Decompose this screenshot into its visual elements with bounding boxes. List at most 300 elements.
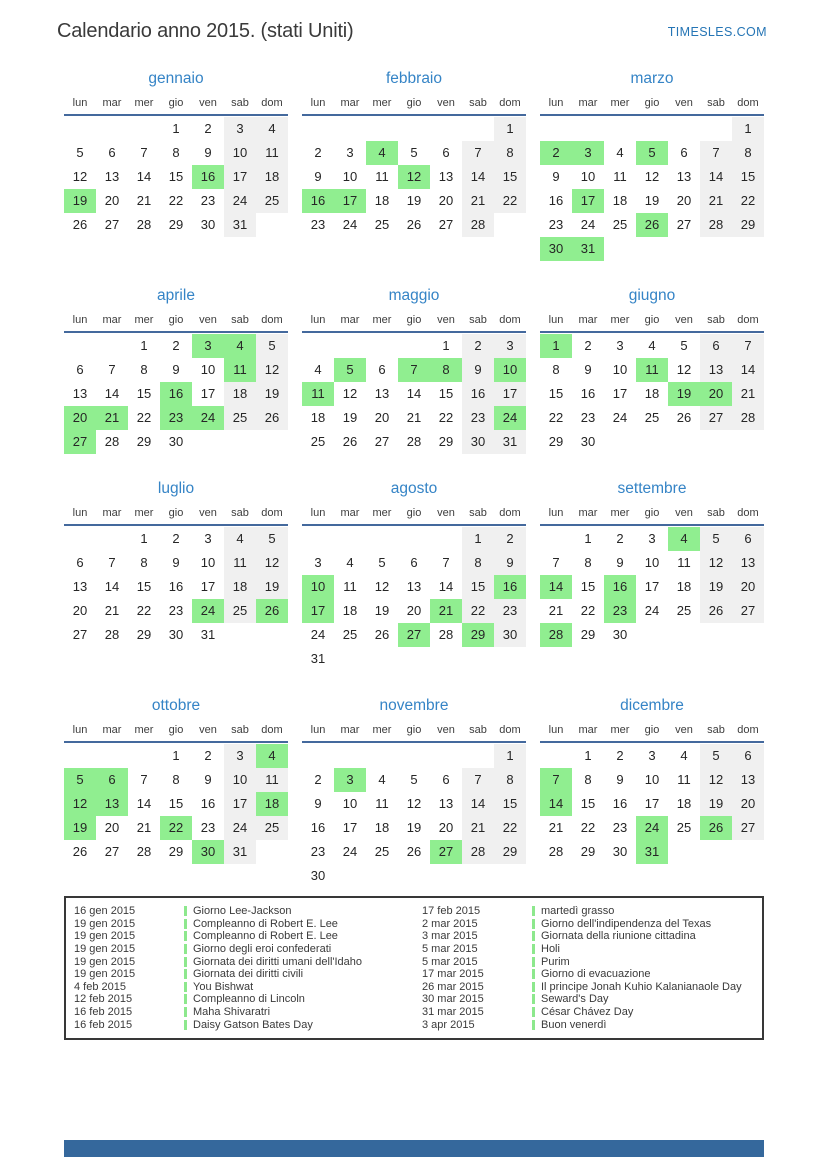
day-cell: 6 xyxy=(108,145,116,160)
day-cell: 29 xyxy=(136,627,152,642)
weekday-label: ven xyxy=(675,314,693,326)
day-cell: 26 xyxy=(256,406,288,430)
day-cell: 13 xyxy=(438,169,454,184)
weekday-label: mar xyxy=(340,507,360,519)
empty-day-cell xyxy=(430,864,462,888)
holiday-marker-icon xyxy=(532,957,535,967)
day-cell: 14 xyxy=(104,386,120,401)
weekday-label: mar xyxy=(578,507,598,519)
holiday-day-cell: 24 xyxy=(494,406,526,430)
legend-date: 19 gen 2015 xyxy=(74,968,136,981)
legend-row xyxy=(414,905,762,918)
day-cell: 26 xyxy=(406,844,422,859)
day-cell: 14 xyxy=(136,169,152,184)
day-cell: 19 xyxy=(256,575,288,599)
day-cell: 16 xyxy=(168,579,184,594)
day-cell: 16 xyxy=(548,193,564,208)
header-divider xyxy=(540,741,764,743)
day-cell: 13 xyxy=(438,796,454,811)
day-cell: 23 xyxy=(580,410,596,425)
empty-day-cell xyxy=(494,864,526,888)
day-cell: 25 xyxy=(612,217,628,232)
weekday-label: sab xyxy=(707,314,725,326)
empty-day-cell xyxy=(540,117,572,141)
day-cell: 4 xyxy=(346,555,354,570)
day-cell: 30 xyxy=(200,217,216,232)
day-cell: 11 xyxy=(677,555,691,570)
day-cell: 22 xyxy=(136,603,152,618)
weekday-label: dom xyxy=(261,724,283,736)
month-grid xyxy=(302,312,526,454)
header-divider xyxy=(64,524,288,526)
holiday-day-cell: 21 xyxy=(96,406,128,430)
legend-holiday-name: Il principe Jonah Kuhio Kalanianaole Day xyxy=(541,980,742,993)
day-cell: 7 xyxy=(108,555,116,570)
holiday-marker-icon xyxy=(532,982,535,992)
site-link[interactable]: TIMESLES.COM xyxy=(667,25,767,39)
day-cell: 19 xyxy=(406,193,422,208)
legend-date: 3 mar 2015 xyxy=(422,930,478,943)
legend-holiday-name: Giorno dell'indipendenza del Texas xyxy=(541,917,712,930)
day-cell: 14 xyxy=(732,358,764,382)
month-gennaio xyxy=(64,70,288,237)
empty-day-cell xyxy=(636,237,668,261)
day-cell: 1 xyxy=(462,527,494,551)
weekday-label: sab xyxy=(707,507,725,519)
weekday-label: mer xyxy=(372,507,392,519)
day-cell: 5 xyxy=(256,334,288,358)
page-title: Calendario anno 2015. (stati Uniti) xyxy=(57,20,354,42)
header-divider xyxy=(540,331,764,333)
weekday-label: mer xyxy=(134,507,154,519)
weekday-label: ven xyxy=(675,724,693,736)
legend-date: 16 feb 2015 xyxy=(74,1018,133,1031)
holiday-day-cell: 31 xyxy=(572,237,604,261)
day-cell: 14 xyxy=(462,165,494,189)
month-title: dicembre xyxy=(620,697,684,714)
weekday-label: mer xyxy=(134,314,154,326)
day-cell: 30 xyxy=(580,434,596,449)
day-cell: 17 xyxy=(644,579,660,594)
day-cell: 15 xyxy=(136,386,152,401)
day-cell: 27 xyxy=(732,599,764,623)
empty-day-cell xyxy=(732,430,764,454)
day-cell: 8 xyxy=(552,362,560,377)
weekday-label: gio xyxy=(644,314,660,326)
day-cell: 17 xyxy=(224,792,256,816)
holiday-day-cell: 5 xyxy=(334,358,366,382)
day-cell: 17 xyxy=(612,386,628,401)
legend-date: 2 mar 2015 xyxy=(422,917,478,930)
day-cell: 15 xyxy=(494,792,526,816)
day-cell: 14 xyxy=(406,386,422,401)
day-cell: 22 xyxy=(462,599,494,623)
empty-day-cell xyxy=(302,117,334,141)
month-aprile xyxy=(64,287,288,454)
weekday-label: mer xyxy=(610,507,630,519)
day-cell: 15 xyxy=(732,165,764,189)
legend-holiday-name: Giorno degli eroi confederati xyxy=(193,943,332,956)
legend-row xyxy=(414,1018,762,1031)
day-cell: 21 xyxy=(136,820,152,835)
holiday-day-cell: 24 xyxy=(636,816,668,840)
legend-row xyxy=(414,993,762,1006)
day-cell: 9 xyxy=(616,772,624,787)
empty-day-cell xyxy=(256,840,288,864)
day-cell: 12 xyxy=(72,169,88,184)
day-cell: 2 xyxy=(616,531,624,546)
day-cell: 2 xyxy=(616,748,624,763)
weekday-label: mer xyxy=(610,97,630,109)
empty-day-cell xyxy=(636,117,668,141)
weekday-label: lun xyxy=(548,314,564,326)
day-cell: 27 xyxy=(104,217,120,232)
day-cell: 7 xyxy=(140,772,148,787)
day-cell: 5 xyxy=(700,527,732,551)
month-grid xyxy=(64,312,288,454)
day-cell: 23 xyxy=(612,820,628,835)
weekday-label: sab xyxy=(231,314,249,326)
day-cell: 11 xyxy=(677,772,691,787)
day-cell: 1 xyxy=(732,117,764,141)
day-cell: 1 xyxy=(140,338,148,353)
day-cell: 12 xyxy=(256,358,288,382)
weekday-label: lun xyxy=(548,97,564,109)
legend-row xyxy=(414,1006,762,1019)
day-cell: 2 xyxy=(462,334,494,358)
day-cell: 27 xyxy=(72,627,88,642)
month-settembre xyxy=(540,480,764,647)
day-cell: 9 xyxy=(494,551,526,575)
day-cell: 10 xyxy=(644,772,660,787)
day-cell: 8 xyxy=(172,772,180,787)
day-cell: 26 xyxy=(374,627,390,642)
day-cell: 20 xyxy=(406,603,422,618)
day-cell: 7 xyxy=(462,768,494,792)
holiday-day-cell: 16 xyxy=(302,189,334,213)
header-divider xyxy=(64,741,288,743)
day-cell: 10 xyxy=(644,555,660,570)
holiday-day-cell: 3 xyxy=(192,334,224,358)
weekday-label: mer xyxy=(610,314,630,326)
holiday-day-cell: 16 xyxy=(604,575,636,599)
empty-day-cell xyxy=(64,117,96,141)
day-cell: 3 xyxy=(224,117,256,141)
footer-bar xyxy=(64,1140,764,1157)
day-cell: 20 xyxy=(104,820,120,835)
weekday-label: ven xyxy=(199,507,217,519)
day-cell: 19 xyxy=(256,382,288,406)
day-cell: 10 xyxy=(342,169,358,184)
empty-day-cell xyxy=(700,623,732,647)
day-cell: 22 xyxy=(548,410,564,425)
month-grid xyxy=(302,505,526,671)
day-cell: 25 xyxy=(224,406,256,430)
day-cell: 28 xyxy=(438,627,454,642)
month-title: febbraio xyxy=(385,70,442,87)
month-giugno xyxy=(540,287,764,454)
legend-holiday-name: Maha Shivaratri xyxy=(193,1006,271,1019)
holiday-day-cell: 16 xyxy=(160,382,192,406)
day-cell: 13 xyxy=(72,386,88,401)
holiday-day-cell: 7 xyxy=(398,358,430,382)
day-cell: 18 xyxy=(676,796,692,811)
empty-day-cell xyxy=(224,430,256,454)
holiday-day-cell: 31 xyxy=(636,840,668,864)
weekday-label: ven xyxy=(437,314,455,326)
day-cell: 28 xyxy=(136,217,152,232)
holiday-day-cell: 13 xyxy=(96,792,128,816)
day-cell: 25 xyxy=(256,816,288,840)
day-cell: 9 xyxy=(462,358,494,382)
holiday-day-cell: 17 xyxy=(334,189,366,213)
day-cell: 29 xyxy=(494,840,526,864)
day-cell: 1 xyxy=(584,531,592,546)
day-cell: 7 xyxy=(442,555,450,570)
day-cell: 8 xyxy=(140,555,148,570)
holiday-day-cell: 2 xyxy=(540,141,572,165)
day-cell: 12 xyxy=(374,579,390,594)
day-cell: 30 xyxy=(462,430,494,454)
weekday-label: dom xyxy=(737,314,759,326)
day-cell: 4 xyxy=(378,772,386,787)
day-cell: 2 xyxy=(172,338,180,353)
empty-day-cell xyxy=(256,623,288,647)
day-cell: 19 xyxy=(700,792,732,816)
day-cell: 3 xyxy=(204,531,212,546)
day-cell: 6 xyxy=(378,362,386,377)
empty-day-cell xyxy=(462,744,494,768)
month-grid xyxy=(64,505,288,647)
day-cell: 21 xyxy=(136,193,152,208)
month-title: novembre xyxy=(379,697,449,714)
day-cell: 29 xyxy=(168,217,184,232)
day-cell: 4 xyxy=(680,748,688,763)
day-cell: 13 xyxy=(732,551,764,575)
day-cell: 9 xyxy=(616,555,624,570)
day-cell: 15 xyxy=(494,165,526,189)
holiday-day-cell: 4 xyxy=(366,141,398,165)
empty-day-cell xyxy=(604,430,636,454)
day-cell: 10 xyxy=(580,169,596,184)
holiday-day-cell: 14 xyxy=(540,575,572,599)
day-cell: 2 xyxy=(172,531,180,546)
legend-date: 5 mar 2015 xyxy=(422,943,478,956)
day-cell: 31 xyxy=(224,840,256,864)
day-cell: 17 xyxy=(200,386,216,401)
day-cell: 1 xyxy=(494,744,526,768)
empty-day-cell xyxy=(636,430,668,454)
weekday-label: mar xyxy=(102,97,122,109)
weekday-label: dom xyxy=(261,97,283,109)
weekday-label: gio xyxy=(168,97,184,109)
day-cell: 6 xyxy=(410,555,418,570)
holiday-day-cell: 4 xyxy=(224,334,256,358)
day-cell: 1 xyxy=(172,121,180,136)
weekday-label: mer xyxy=(372,97,392,109)
day-cell: 25 xyxy=(342,627,358,642)
legend-row xyxy=(66,905,414,918)
legend-date: 19 gen 2015 xyxy=(74,917,136,930)
day-cell: 2 xyxy=(314,145,322,160)
weekday-label: sab xyxy=(231,507,249,519)
day-cell: 25 xyxy=(374,844,390,859)
legend-date: 17 feb 2015 xyxy=(422,905,481,918)
weekday-label: dom xyxy=(261,507,283,519)
day-cell: 9 xyxy=(314,796,322,811)
weekday-label: sab xyxy=(469,724,487,736)
empty-day-cell xyxy=(494,213,526,237)
day-cell: 27 xyxy=(374,434,390,449)
month-grid xyxy=(302,722,526,888)
day-cell: 9 xyxy=(314,169,322,184)
day-cell: 17 xyxy=(224,165,256,189)
day-cell: 15 xyxy=(438,386,454,401)
weekday-label: gio xyxy=(644,97,660,109)
legend-row xyxy=(66,930,414,943)
weekday-label: lun xyxy=(310,724,326,736)
weekday-label: mar xyxy=(340,97,360,109)
day-cell: 2 xyxy=(584,338,592,353)
day-cell: 17 xyxy=(644,796,660,811)
legend-holiday-name: Seward's Day xyxy=(541,993,609,1006)
empty-day-cell xyxy=(192,430,224,454)
day-cell: 15 xyxy=(580,796,596,811)
day-cell: 29 xyxy=(732,213,764,237)
day-cell: 19 xyxy=(644,193,660,208)
day-cell: 11 xyxy=(613,169,627,184)
day-cell: 10 xyxy=(200,555,216,570)
holiday-marker-icon xyxy=(532,1007,535,1017)
holiday-day-cell: 3 xyxy=(334,768,366,792)
day-cell: 28 xyxy=(104,627,120,642)
day-cell: 22 xyxy=(580,603,596,618)
empty-day-cell xyxy=(302,527,334,551)
empty-day-cell xyxy=(334,744,366,768)
day-cell: 12 xyxy=(644,169,660,184)
holiday-marker-icon xyxy=(532,969,535,979)
legend-left-column xyxy=(66,905,414,1031)
holiday-day-cell: 30 xyxy=(192,840,224,864)
day-cell: 3 xyxy=(494,334,526,358)
legend-holiday-name: Giorno Lee-Jackson xyxy=(193,905,292,918)
weekday-label: gio xyxy=(406,314,422,326)
empty-day-cell xyxy=(334,334,366,358)
empty-day-cell xyxy=(732,623,764,647)
day-cell: 11 xyxy=(375,169,389,184)
month-grid xyxy=(540,312,764,454)
day-cell: 18 xyxy=(224,382,256,406)
day-cell: 31 xyxy=(494,430,526,454)
empty-day-cell xyxy=(302,744,334,768)
legend-holiday-name: martedì grasso xyxy=(541,905,615,918)
day-cell: 9 xyxy=(172,362,180,377)
legend-date: 19 gen 2015 xyxy=(74,943,136,956)
day-cell: 11 xyxy=(224,551,256,575)
header-divider xyxy=(302,331,526,333)
day-cell: 6 xyxy=(76,555,84,570)
holiday-marker-icon xyxy=(532,919,535,929)
day-cell: 9 xyxy=(204,772,212,787)
day-cell: 20 xyxy=(104,193,120,208)
day-cell: 25 xyxy=(224,599,256,623)
day-cell: 19 xyxy=(700,575,732,599)
day-cell: 27 xyxy=(676,217,692,232)
month-grid xyxy=(540,95,764,261)
day-cell: 28 xyxy=(462,840,494,864)
day-cell: 26 xyxy=(72,217,88,232)
day-cell: 20 xyxy=(732,575,764,599)
holiday-day-cell: 1 xyxy=(540,334,572,358)
day-cell: 19 xyxy=(342,410,358,425)
day-cell: 21 xyxy=(462,189,494,213)
day-cell: 20 xyxy=(676,193,692,208)
weekday-label: dom xyxy=(499,724,521,736)
day-cell: 10 xyxy=(200,362,216,377)
holiday-day-cell: 22 xyxy=(160,816,192,840)
holiday-day-cell: 27 xyxy=(430,840,462,864)
legend-date: 16 gen 2015 xyxy=(74,905,136,918)
day-cell: 25 xyxy=(644,410,660,425)
day-cell: 29 xyxy=(168,844,184,859)
header-divider xyxy=(302,524,526,526)
day-cell: 9 xyxy=(584,362,592,377)
page-header xyxy=(0,0,827,43)
day-cell: 28 xyxy=(548,844,564,859)
day-cell: 25 xyxy=(676,820,692,835)
holiday-day-cell: 16 xyxy=(494,575,526,599)
day-cell: 21 xyxy=(548,820,564,835)
weekday-label: mar xyxy=(340,724,360,736)
empty-day-cell xyxy=(334,117,366,141)
day-cell: 20 xyxy=(438,820,454,835)
month-title: aprile xyxy=(157,287,195,304)
day-cell: 22 xyxy=(168,193,184,208)
month-grid xyxy=(540,505,764,647)
day-cell: 11 xyxy=(256,768,288,792)
holiday-day-cell: 5 xyxy=(636,141,668,165)
day-cell: 22 xyxy=(494,816,526,840)
day-cell: 23 xyxy=(168,603,184,618)
month-febbraio xyxy=(302,70,526,237)
day-cell: 16 xyxy=(200,796,216,811)
weekday-label: ven xyxy=(675,97,693,109)
holiday-day-cell: 14 xyxy=(540,792,572,816)
weekday-label: gio xyxy=(168,507,184,519)
day-cell: 22 xyxy=(732,189,764,213)
day-cell: 15 xyxy=(580,579,596,594)
weekday-label: ven xyxy=(437,724,455,736)
empty-day-cell xyxy=(572,117,604,141)
day-cell: 21 xyxy=(700,189,732,213)
legend-holiday-name: Giornata dei diritti umani dell'Idaho xyxy=(193,955,363,968)
weekday-label: mar xyxy=(102,724,122,736)
empty-day-cell xyxy=(64,527,96,551)
day-cell: 16 xyxy=(462,382,494,406)
day-cell: 3 xyxy=(314,555,322,570)
holiday-day-cell: 12 xyxy=(64,792,96,816)
legend-row xyxy=(66,955,414,968)
weekday-label: ven xyxy=(199,314,217,326)
day-cell: 24 xyxy=(342,844,358,859)
holiday-day-cell: 8 xyxy=(430,358,462,382)
legend-row xyxy=(66,968,414,981)
day-cell: 31 xyxy=(224,213,256,237)
day-cell: 27 xyxy=(104,844,120,859)
legend-date: 17 mar 2015 xyxy=(422,968,484,981)
day-cell: 2 xyxy=(204,121,212,136)
day-cell: 6 xyxy=(76,362,84,377)
